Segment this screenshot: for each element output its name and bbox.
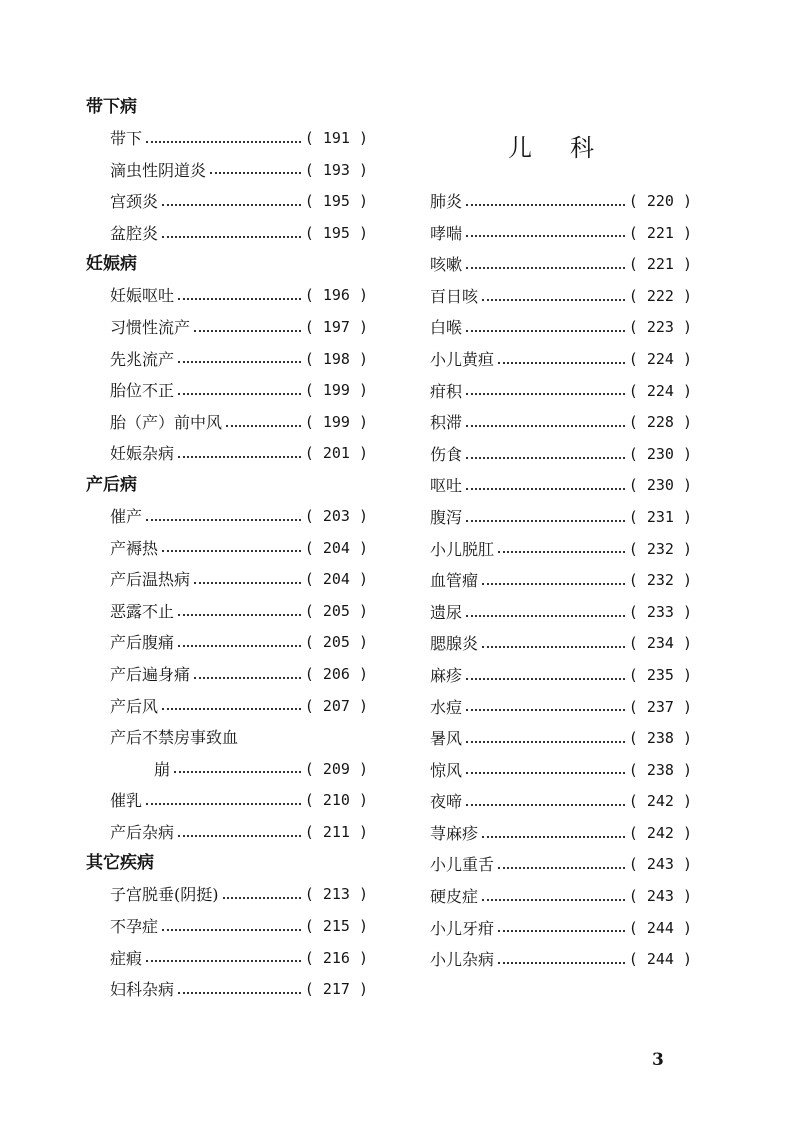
dot-leader xyxy=(210,172,301,174)
toc-entry[interactable] xyxy=(430,597,692,629)
dot-leader xyxy=(146,141,301,143)
toc-entry-page: ( 224 ) xyxy=(628,349,692,368)
toc-entry-label: 小儿脱肛 xyxy=(430,539,495,559)
dot-leader xyxy=(162,204,301,206)
toc-entry-label: 腮腺炎 xyxy=(430,634,479,654)
toc-entry-label: 硬皮症 xyxy=(430,887,479,907)
toc-entry-label: 水痘 xyxy=(430,697,463,717)
toc-entry-page: ( 242 ) xyxy=(628,823,692,842)
toc-entry-label: 夜啼 xyxy=(430,792,463,812)
toc-entry[interactable] xyxy=(86,533,368,565)
dot-leader xyxy=(466,267,625,269)
toc-entry[interactable] xyxy=(86,218,368,250)
toc-entry[interactable] xyxy=(86,817,368,849)
toc-entry-label: 产后腹痛 xyxy=(110,633,175,653)
toc-entry-page: ( 211 ) xyxy=(304,822,368,841)
toc-entry-page: ( 201 ) xyxy=(304,444,368,463)
dot-leader xyxy=(162,929,301,931)
toc-heading: 带下病 xyxy=(86,97,137,117)
toc-entry-page: ( 243 ) xyxy=(628,887,692,906)
toc-entry-page: ( 198 ) xyxy=(304,349,368,368)
toc-entry-page: ( 199 ) xyxy=(304,412,368,431)
toc-entry[interactable] xyxy=(430,913,692,945)
dot-leader xyxy=(178,456,301,458)
toc-entry[interactable] xyxy=(430,944,692,976)
toc-entry-label: 产褥热 xyxy=(110,538,159,558)
dot-leader xyxy=(466,425,625,427)
toc-entry-label: 咳嗽 xyxy=(430,255,463,275)
toc-entry-label: 腹泻 xyxy=(430,507,463,527)
dot-leader xyxy=(482,836,625,838)
dot-leader xyxy=(178,393,301,395)
toc-heading: 妊娠病 xyxy=(86,254,137,275)
toc-entry-label: 小儿杂病 xyxy=(430,950,495,970)
toc-entry-label: 血管瘤 xyxy=(430,571,479,591)
toc-entry-label: 呕吐 xyxy=(430,476,463,496)
dot-leader xyxy=(466,457,625,459)
toc-entry-label: 妇科杂病 xyxy=(110,980,175,1000)
toc-entry-page: ( 242 ) xyxy=(628,792,692,811)
toc-entry-label: 带下 xyxy=(110,129,143,148)
toc-entry-label: 麻疹 xyxy=(430,665,463,685)
dot-leader xyxy=(498,362,625,364)
toc-entry-label: 恶露不止 xyxy=(110,601,175,621)
toc-entry[interactable] xyxy=(430,470,692,502)
toc-entry-label: 疳积 xyxy=(430,381,463,401)
toc-entry-continued[interactable] xyxy=(86,722,368,754)
toc-entry-page: ( 244 ) xyxy=(628,918,692,937)
dot-leader xyxy=(223,897,301,899)
dot-leader xyxy=(146,519,301,521)
toc-entry-page: ( 230 ) xyxy=(628,444,692,463)
dot-leader xyxy=(482,299,625,301)
toc-entry-label: 遗尿 xyxy=(430,602,463,622)
toc-entry[interactable] xyxy=(86,659,368,691)
dot-leader xyxy=(162,550,301,552)
toc-entry[interactable] xyxy=(86,186,368,218)
toc-entry-page: ( 228 ) xyxy=(628,413,692,432)
dot-leader xyxy=(194,330,301,332)
toc-heading: 产后病 xyxy=(86,474,137,495)
dot-leader xyxy=(466,520,625,522)
dot-leader xyxy=(466,330,625,332)
toc-entry-label: 产后杂病 xyxy=(110,822,175,842)
toc-entry[interactable] xyxy=(86,375,368,407)
dot-leader xyxy=(146,960,301,962)
toc-entry[interactable] xyxy=(430,439,692,471)
toc-entry-page: ( 204 ) xyxy=(304,538,368,557)
toc-entry-page: ( 195 ) xyxy=(304,223,368,242)
toc-entry[interactable] xyxy=(430,660,692,692)
toc-entry-label: 产后不禁房事致血 xyxy=(110,728,239,748)
toc-entry-page: ( 221 ) xyxy=(628,255,692,274)
toc-entry[interactable] xyxy=(86,312,368,344)
toc-entry-page: ( 204 ) xyxy=(304,570,368,589)
toc-entry-page: ( 235 ) xyxy=(628,665,692,684)
toc-entry-label: 胎（产）前中风 xyxy=(110,412,223,432)
dot-leader xyxy=(482,646,625,648)
dot-leader xyxy=(466,772,625,774)
toc-entry[interactable] xyxy=(86,438,368,470)
dot-leader xyxy=(178,298,301,300)
toc-entry-page: ( 217 ) xyxy=(304,980,368,999)
dot-leader xyxy=(482,899,625,901)
toc-entry-label: 产后温热病 xyxy=(110,570,191,590)
toc-entry[interactable] xyxy=(86,627,368,659)
toc-entry-label: 小儿重舌 xyxy=(430,855,495,875)
toc-entry-label: 习惯性流产 xyxy=(110,317,191,337)
toc-entry-label: 宫颈炎 xyxy=(110,192,159,212)
toc-entry-page: ( 196 ) xyxy=(304,286,368,305)
toc-entry[interactable] xyxy=(86,501,368,533)
toc-entry-page: ( 238 ) xyxy=(628,760,692,779)
dot-leader xyxy=(178,992,301,994)
dot-leader xyxy=(178,361,301,363)
toc-entry[interactable] xyxy=(430,186,692,218)
dot-leader xyxy=(498,551,625,553)
dot-leader xyxy=(466,393,625,395)
toc-entry[interactable] xyxy=(86,407,368,439)
toc-entry[interactable] xyxy=(86,974,368,1006)
toc-entry-label: 百日咳 xyxy=(430,286,479,306)
toc-entry-label: 暑风 xyxy=(430,729,463,749)
toc-entry[interactable] xyxy=(430,281,692,313)
toc-entry[interactable] xyxy=(430,376,692,408)
dot-leader xyxy=(162,708,301,710)
toc-entry[interactable] xyxy=(430,565,692,597)
toc-entry[interactable] xyxy=(430,755,692,787)
dot-leader xyxy=(194,677,301,679)
toc-entry[interactable] xyxy=(430,534,692,566)
toc-right-column xyxy=(430,186,692,976)
toc-entry-label: 产后风 xyxy=(110,696,159,716)
toc-entry[interactable] xyxy=(86,123,368,155)
toc-entry-page: ( 210 ) xyxy=(304,791,368,810)
toc-entry-label: 产后遍身痛 xyxy=(110,664,191,684)
dot-leader xyxy=(194,582,301,584)
toc-entry[interactable] xyxy=(86,911,368,943)
toc-entry-page: ( 191 ) xyxy=(304,129,368,147)
toc-entry[interactable] xyxy=(86,691,368,723)
toc-entry-page: ( 231 ) xyxy=(628,507,692,526)
toc-entry[interactable] xyxy=(86,596,368,628)
toc-entry[interactable] xyxy=(86,280,368,312)
dot-leader xyxy=(466,709,625,711)
toc-entry-label: 积滞 xyxy=(430,413,463,433)
dot-leader xyxy=(178,614,301,616)
toc-entry-page: ( 215 ) xyxy=(304,917,368,936)
toc-entry[interactable] xyxy=(86,754,368,786)
dot-leader xyxy=(146,803,301,805)
dot-leader xyxy=(466,678,625,680)
toc-entry[interactable] xyxy=(430,312,692,344)
dot-leader xyxy=(466,235,625,237)
dot-leader xyxy=(178,645,301,647)
toc-entry-label: 子宫脱垂(阴挺) xyxy=(110,885,219,905)
toc-entry-label: 肺炎 xyxy=(430,192,463,211)
toc-entry-label: 小儿牙疳 xyxy=(430,918,495,938)
toc-entry-page: ( 244 ) xyxy=(628,950,692,969)
toc-entry-label: 催乳 xyxy=(110,791,143,811)
toc-entry-page: ( 243 ) xyxy=(628,855,692,874)
dot-leader xyxy=(178,835,301,837)
toc-entry[interactable] xyxy=(430,344,692,376)
toc-entry-page: ( 206 ) xyxy=(304,664,368,683)
toc-entry[interactable] xyxy=(430,502,692,534)
toc-entry-label: 胎位不正 xyxy=(110,381,175,401)
dot-leader xyxy=(482,583,625,585)
section-title-pediatrics: 儿科 xyxy=(508,134,632,162)
toc-entry-label: 伤食 xyxy=(430,444,463,464)
toc-left-column xyxy=(86,92,368,1006)
toc-entry-label: 白喉 xyxy=(430,318,463,338)
dot-leader xyxy=(498,867,625,869)
toc-heading: 其它疾病 xyxy=(86,853,154,874)
page-number: 3 xyxy=(652,1050,664,1070)
dot-leader xyxy=(466,741,625,743)
toc-entry-label: 荨麻疹 xyxy=(430,823,479,843)
toc-entry[interactable] xyxy=(430,249,692,281)
toc-entry-label: 小儿黄疸 xyxy=(430,349,495,369)
toc-entry-page: ( 195 ) xyxy=(304,192,368,211)
toc-entry-page: ( 216 ) xyxy=(304,948,368,967)
toc-entry-label: 哮喘 xyxy=(430,223,463,243)
toc-entry-page: ( 205 ) xyxy=(304,601,368,620)
toc-entry[interactable] xyxy=(430,692,692,724)
toc-entry-page: ( 199 ) xyxy=(304,381,368,400)
toc-entry[interactable] xyxy=(430,786,692,818)
toc-entry-page: ( 224 ) xyxy=(628,381,692,400)
toc-entry-page: ( 205 ) xyxy=(304,633,368,652)
toc-entry-label: 盆腔炎 xyxy=(110,223,159,243)
toc-entry-page: ( 238 ) xyxy=(628,729,692,748)
toc-entry[interactable] xyxy=(86,879,368,911)
toc-entry-page: ( 233 ) xyxy=(628,602,692,621)
toc-entry-page: ( 213 ) xyxy=(304,885,368,904)
toc-entry[interactable] xyxy=(430,218,692,250)
toc-entry-page: ( 230 ) xyxy=(628,476,692,495)
toc-entry-label: 惊风 xyxy=(430,760,463,780)
toc-entry[interactable] xyxy=(430,818,692,850)
toc-entry-page: ( 203 ) xyxy=(304,506,368,525)
dot-leader xyxy=(466,615,625,617)
toc-entry-label: 先兆流产 xyxy=(110,349,175,369)
dot-leader xyxy=(226,425,301,427)
toc-entry-page: ( 209 ) xyxy=(304,759,368,778)
toc-entry-page: ( 234 ) xyxy=(628,634,692,653)
dot-leader xyxy=(466,804,625,806)
toc-entry[interactable] xyxy=(86,344,368,376)
toc-entry[interactable] xyxy=(430,849,692,881)
dot-leader xyxy=(498,962,625,964)
toc-entry-page: ( 220 ) xyxy=(628,192,692,210)
toc-entry-page: ( 221 ) xyxy=(628,223,692,242)
toc-entry-page: ( 237 ) xyxy=(628,697,692,716)
toc-entry[interactable] xyxy=(86,155,368,187)
toc-entry-label: 滴虫性阴道炎 xyxy=(110,160,207,180)
toc-entry[interactable] xyxy=(430,723,692,755)
toc-entry-label: 催产 xyxy=(110,506,143,526)
dot-leader xyxy=(162,236,301,238)
toc-entry-page: ( 223 ) xyxy=(628,318,692,337)
toc-entry[interactable] xyxy=(86,564,368,596)
toc-entry-label: 症瘕 xyxy=(110,948,143,968)
toc-entry-page: ( 193 ) xyxy=(304,160,368,179)
toc-entry-page: ( 207 ) xyxy=(304,696,368,715)
toc-entry[interactable] xyxy=(430,881,692,913)
toc-entry-label: 妊娠呕吐 xyxy=(110,286,175,306)
toc-entry-label: 妊娠杂病 xyxy=(110,444,175,464)
toc-entry-label: 不孕症 xyxy=(110,917,159,937)
toc-entry-page: ( 232 ) xyxy=(628,539,692,558)
dot-leader xyxy=(466,488,625,490)
toc-entry[interactable] xyxy=(86,943,368,975)
toc-entry[interactable] xyxy=(430,628,692,660)
dot-leader xyxy=(498,930,625,932)
toc-entry-label: 崩 xyxy=(154,759,171,779)
dot-leader xyxy=(174,771,301,773)
toc-entry-page: ( 232 ) xyxy=(628,571,692,590)
toc-entry[interactable] xyxy=(86,785,368,817)
dot-leader xyxy=(466,204,625,206)
toc-entry-page: ( 197 ) xyxy=(304,317,368,336)
toc-entry-page: ( 222 ) xyxy=(628,286,692,305)
toc-entry[interactable] xyxy=(430,407,692,439)
